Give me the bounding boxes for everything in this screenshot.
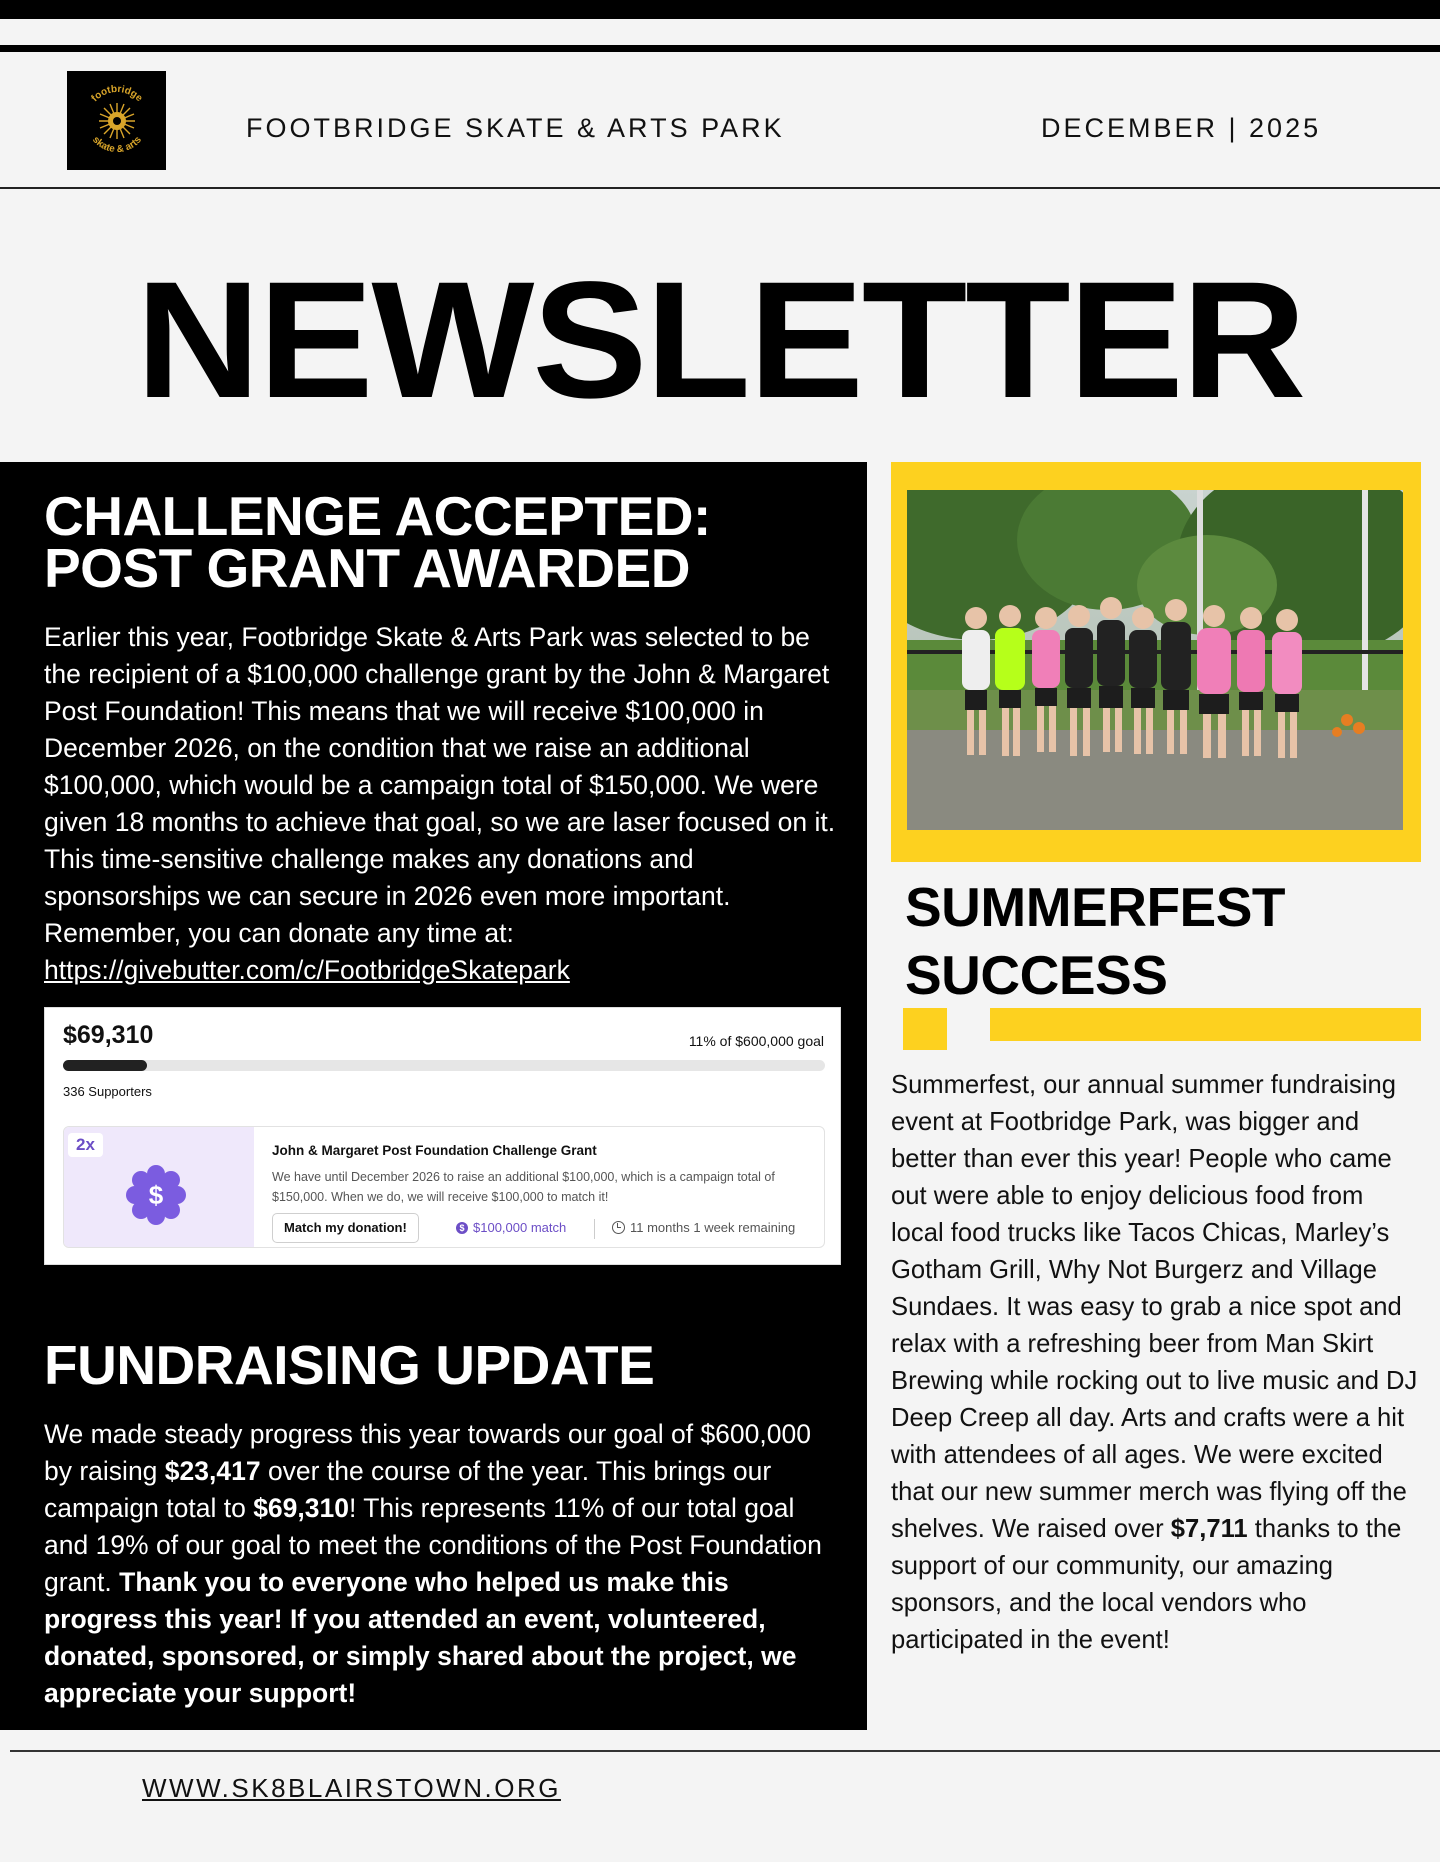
fund-text-1: We made steady progress this year towards our goal of $600,000 by raising [44,1419,811,1486]
summerfest-group-photo [907,490,1403,830]
fundraising-widget [44,1007,841,1265]
left-column [0,462,867,1730]
summerfest-heading: SUMMERFEST SUCCESS [905,876,1285,1006]
time-remaining [612,1220,795,1235]
match-donation-button[interactable]: Match my donation! [272,1213,419,1243]
coin-icon: $ [456,1222,468,1234]
website-link[interactable]: WWW.SK8BLAIRSTOWN.ORG [142,1773,561,1803]
svg-text:skate & arts: skate & arts [89,134,144,155]
meta-divider [594,1219,595,1239]
footbridge-logo [67,71,166,170]
grant-card-image [64,1127,254,1248]
challenge-grant-card [63,1126,825,1248]
match-amount [456,1220,566,1235]
fund-text-2: over the course of the year. This brings our campaign total to [44,1456,772,1523]
grant-description: We have until December 2026 to raise an additional $100,000, which is a campaign total of $150,000. When we do, we will receive $100,000 to match it! [272,1170,775,1204]
goal-percentage: 11% of $600,000 goal [688,1033,824,1049]
top-rule [0,45,1440,52]
header-divider [0,187,1440,189]
issue-date: DECEMBER | 2025 [1041,113,1322,143]
match-amount-label: $100,000 match [473,1220,567,1235]
footbridge-logo-icon [74,78,160,164]
fund-text-3: ! This represents 11% of our total goal and 19% of our goal to meet the conditions of the Post Foundation grant. [44,1493,822,1597]
time-remaining-label: 11 months 1 week remaining [630,1220,796,1235]
progress-bar [63,1060,825,1071]
fund-raised-amount: $23,417 [164,1456,261,1486]
summer-text-1: Summerfest, our annual summer fundraising event at Footbridge Park, was bigger and better than ever this year! People who came out were able to enjoy delicious food from local food trucks like Tacos Chicas, Marley’s Gotham Grill, Why Not Burgerz and Village Sundaes. It was easy to grab a nice spot and relax with a refreshing beer from Man Skirt Brewing while rocking out to live music and DJ Deep Creep all day. Arts and crafts were a hit with attendees of all ages. We were excited that our new summer merch was flying off the shelves. We raised over [891,1071,1418,1543]
summer-raised-amount: $7,711 [1170,1515,1248,1543]
fund-campaign-total: $69,310 [253,1493,349,1523]
donate-link[interactable]: https://givebutter.com/c/FootbridgeSkatepark [44,955,570,985]
clock-icon [612,1221,625,1234]
challenge-body [44,619,844,989]
yellow-accent-bar [990,1008,1421,1041]
newsletter-title: NEWSLETTER [135,248,1305,433]
challenge-text: Earlier this year, Footbridge Skate & Arts Park was selected to be the recipient of a $100,000 challenge grant by the John & Margaret Post Foundation! This means that we will receive $100,000 in December 2026, on the condition that we raise an additional $100,000, which would be a campaign total of $150,000. We were given 18 months to achieve that goal, so we are laser focused on it. This time-sensitive challenge makes any donations and sponsorships we can secure in 2026 even more important. Remember, you can donate any time at: [44,622,836,948]
fundraising-body [44,1416,844,1712]
svg-text:footbridge: footbridge [88,83,144,104]
raised-amount: $69,310 [63,1021,154,1049]
grant-title: John & Margaret Post Foundation Challenge Grant [272,1143,597,1158]
progress-bar-fill [63,1060,147,1071]
match-multiplier-badge: 2x [68,1133,103,1157]
footer-divider [10,1750,1440,1752]
top-black-bar [0,0,1440,19]
challenge-heading: CHALLENGE ACCEPTED: POST GRANT AWARDED [44,485,711,599]
park-name: FOOTBRIDGE SKATE & ARTS PARK [246,113,785,143]
fund-thanks: Thank you to everyone who helped us make this progress this year! If you attended an event, volunteered, donated, sponsored, or simply shared about the project, we appreciate your support! [44,1567,797,1708]
yellow-accent-square [903,1008,947,1050]
summerfest-body [891,1067,1421,1659]
summer-text-2: thanks to the support of our community, our amazing sponsors, and the local vendors who participated in the event! [891,1515,1402,1654]
summerfest-photo-frame [891,462,1421,862]
dollar-icon [124,1163,188,1227]
svg-text:$: $ [148,1180,164,1210]
fundraising-heading: FUNDRAISING UPDATE [44,1334,655,1396]
supporters-count: 336 Supporters [63,1084,152,1099]
